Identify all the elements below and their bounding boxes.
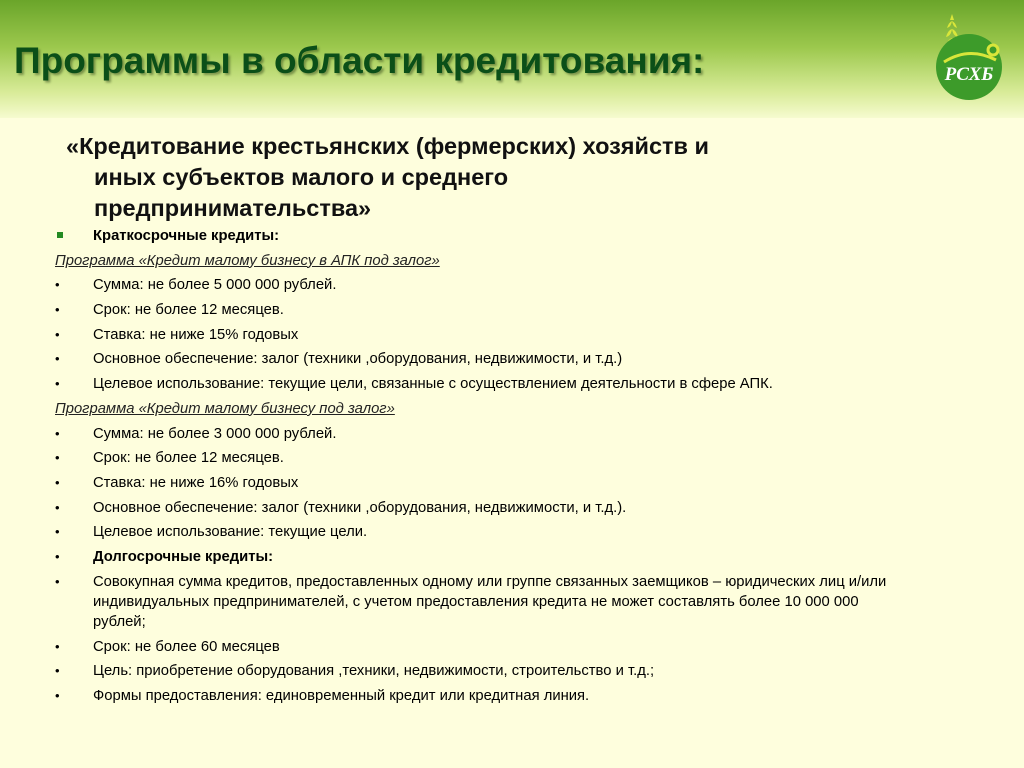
logo-text: РСХБ — [944, 64, 994, 85]
subtitle-line-2: иных субъектов малого и среднего — [94, 164, 509, 190]
list-item: • Цель: приобретение оборудования ,техники, недвижимости, строительство и т.д.; — [55, 663, 655, 680]
section-subtitle — [66, 131, 886, 224]
list-item: • Сумма: не более 3 000 000 рублей. — [55, 425, 337, 442]
bullet-icon: • — [55, 573, 60, 589]
bullet-icon: • — [55, 548, 60, 564]
bullet-icon: • — [55, 688, 60, 703]
page-title: Программы в области кредитования: — [14, 40, 705, 81]
square-bullet-icon — [57, 232, 63, 238]
list-item: • Сумма: не более 5 000 000 рублей. — [55, 277, 337, 294]
bullet-icon: • — [55, 302, 60, 318]
list-item: • Основное обеспечение: залог (техники ,оборудования, недвижимости, и т.д.). — [55, 499, 627, 516]
program-title-1: Программа «Кредит малому бизнесу в АПК под залог» — [55, 252, 440, 269]
content-list — [55, 226, 955, 711]
bullet-icon: • — [55, 499, 60, 515]
list-item: • Основное обеспечение: залог (техники ,оборудования, недвижимости, и т.д.) — [55, 351, 623, 368]
rshb-logo-icon — [932, 12, 1006, 100]
list-item: • Срок: не более 12 месяцев. — [55, 302, 284, 319]
program-title-2: Программа «Кредит малому бизнесу под залог» — [55, 400, 395, 417]
bullet-icon: • — [55, 450, 60, 466]
list-item: • Целевое использование: текущие цели. — [55, 524, 368, 541]
list-item: • Совокупная сумма кредитов, предоставленных одному или группе связанных заемщиков – юридических лиц и/или индивидуальных предпринимателей, с учетом предоставления кредита не может составлять более 10 000 000 рублей; — [55, 573, 887, 630]
bullet-icon: • — [55, 524, 60, 540]
long-term-heading: • Долгосрочные кредиты: — [55, 548, 274, 565]
list-item: • Формы предоставления: единовременный кредит или кредитная линия. — [55, 688, 590, 704]
bullet-icon: • — [55, 326, 60, 342]
bullet-icon: • — [55, 425, 60, 441]
subtitle-line-1: «Кредитование крестьянских (фермерских) хозяйств и — [66, 133, 709, 159]
bullet-icon: • — [55, 663, 60, 679]
short-term-heading: Краткосрочные кредиты: — [55, 226, 955, 251]
list-item: • Ставка: не ниже 16% годовых — [55, 474, 299, 491]
list-item: • Целевое использование: текущие цели, связанные с осуществлением деятельности в сфере АПК. — [55, 376, 773, 393]
list-item: • Ставка: не ниже 15% годовых — [55, 326, 299, 343]
bullet-icon: • — [55, 638, 60, 654]
list-item: • Срок: не более 60 месяцев — [55, 638, 280, 655]
list-item: • Срок: не более 12 месяцев. — [55, 450, 284, 467]
subtitle-line-3: предпринимательства» — [94, 195, 372, 221]
bullet-icon: • — [55, 376, 60, 392]
bullet-icon: • — [55, 351, 60, 367]
bullet-icon: • — [55, 474, 60, 490]
bullet-icon: • — [55, 277, 60, 293]
